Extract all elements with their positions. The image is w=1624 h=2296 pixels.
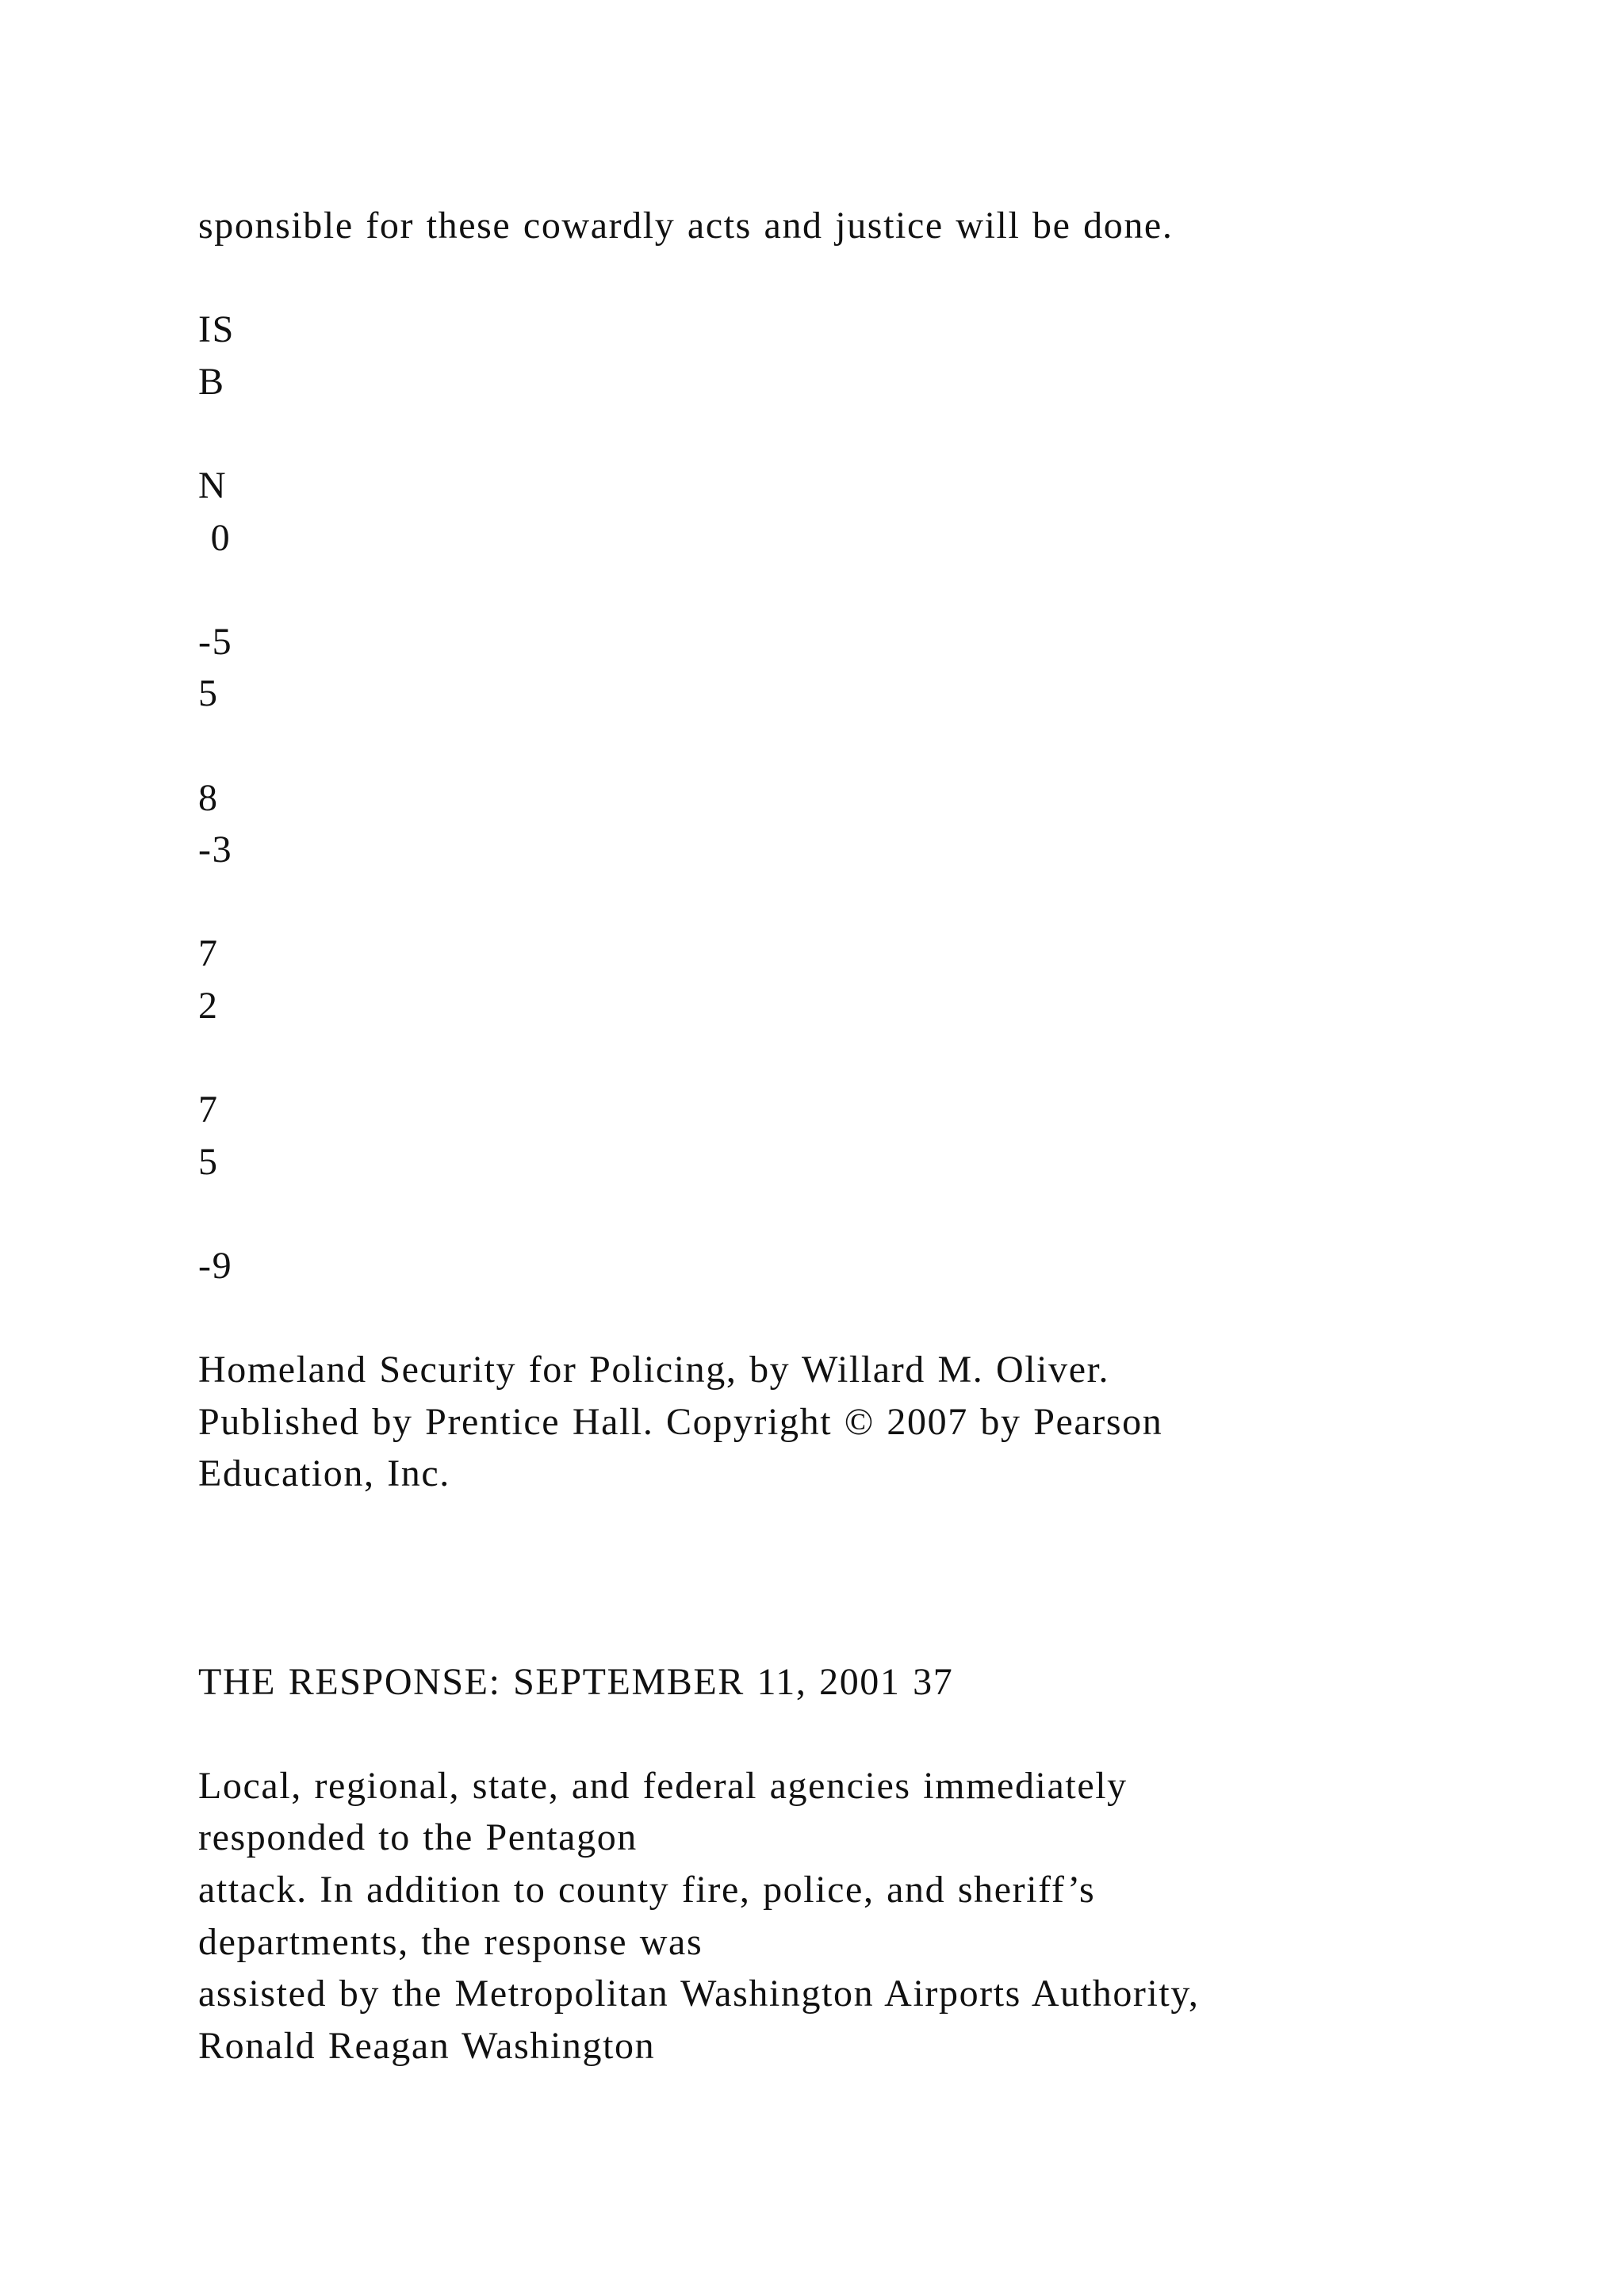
- isbn-fragment: 5: [198, 1140, 219, 1183]
- copyright-notice: Published by Prentice Hall. Copyright © 2007 by Pearson: [198, 1400, 1163, 1443]
- blank-line: [198, 1708, 1546, 1760]
- copyright-notice: Education, Inc.: [198, 1452, 450, 1495]
- isbn-fragment: 5: [198, 672, 219, 715]
- text-line: sponsible for these cowardly acts and justice will be done.: [198, 205, 1174, 247]
- isbn-fragment: -9: [198, 1244, 233, 1287]
- body-text-line: attack. In addition to county fire, police, and sheriff’s: [198, 1869, 1096, 1911]
- isbn-fragment: B: [198, 360, 225, 403]
- blank-line: [198, 1188, 1546, 1240]
- blank-line: [198, 876, 1546, 928]
- isbn-fragment: 7: [198, 932, 219, 975]
- body-text-line: Local, regional, state, and federal agencies immediately: [198, 1764, 1128, 1807]
- blank-line: [198, 1604, 1546, 1656]
- isbn-fragment: -3: [198, 828, 233, 871]
- blank-line: [198, 1552, 1546, 1604]
- blank-line: [198, 1500, 1546, 1552]
- blank-line: [198, 252, 1546, 304]
- isbn-fragment: N: [198, 464, 228, 507]
- document-body: [198, 200, 1546, 2072]
- blank-line: [198, 720, 1546, 772]
- isbn-fragment: 8: [198, 776, 219, 819]
- body-text-line: assisted by the Metropolitan Washington Airports Authority,: [198, 1973, 1200, 2015]
- blank-line: [198, 1292, 1546, 1344]
- isbn-fragment: 2: [198, 984, 219, 1027]
- isbn-fragment: -5: [198, 620, 233, 663]
- isbn-fragment: 7: [198, 1089, 219, 1131]
- copyright-notice: Homeland Security for Policing, by Willard M. Oliver.: [198, 1349, 1110, 1391]
- body-text-line: departments, the response was: [198, 1920, 703, 1963]
- body-text-line: responded to the Pentagon: [198, 1816, 638, 1859]
- blank-line: [198, 408, 1546, 460]
- blank-line: [198, 1032, 1546, 1085]
- isbn-fragment: 0: [198, 516, 232, 559]
- blank-line: [198, 564, 1546, 616]
- body-text-line: Ronald Reagan Washington: [198, 2024, 656, 2067]
- running-header: THE RESPONSE: SEPTEMBER 11, 2001 37: [198, 1660, 954, 1703]
- isbn-fragment: IS: [198, 308, 235, 351]
